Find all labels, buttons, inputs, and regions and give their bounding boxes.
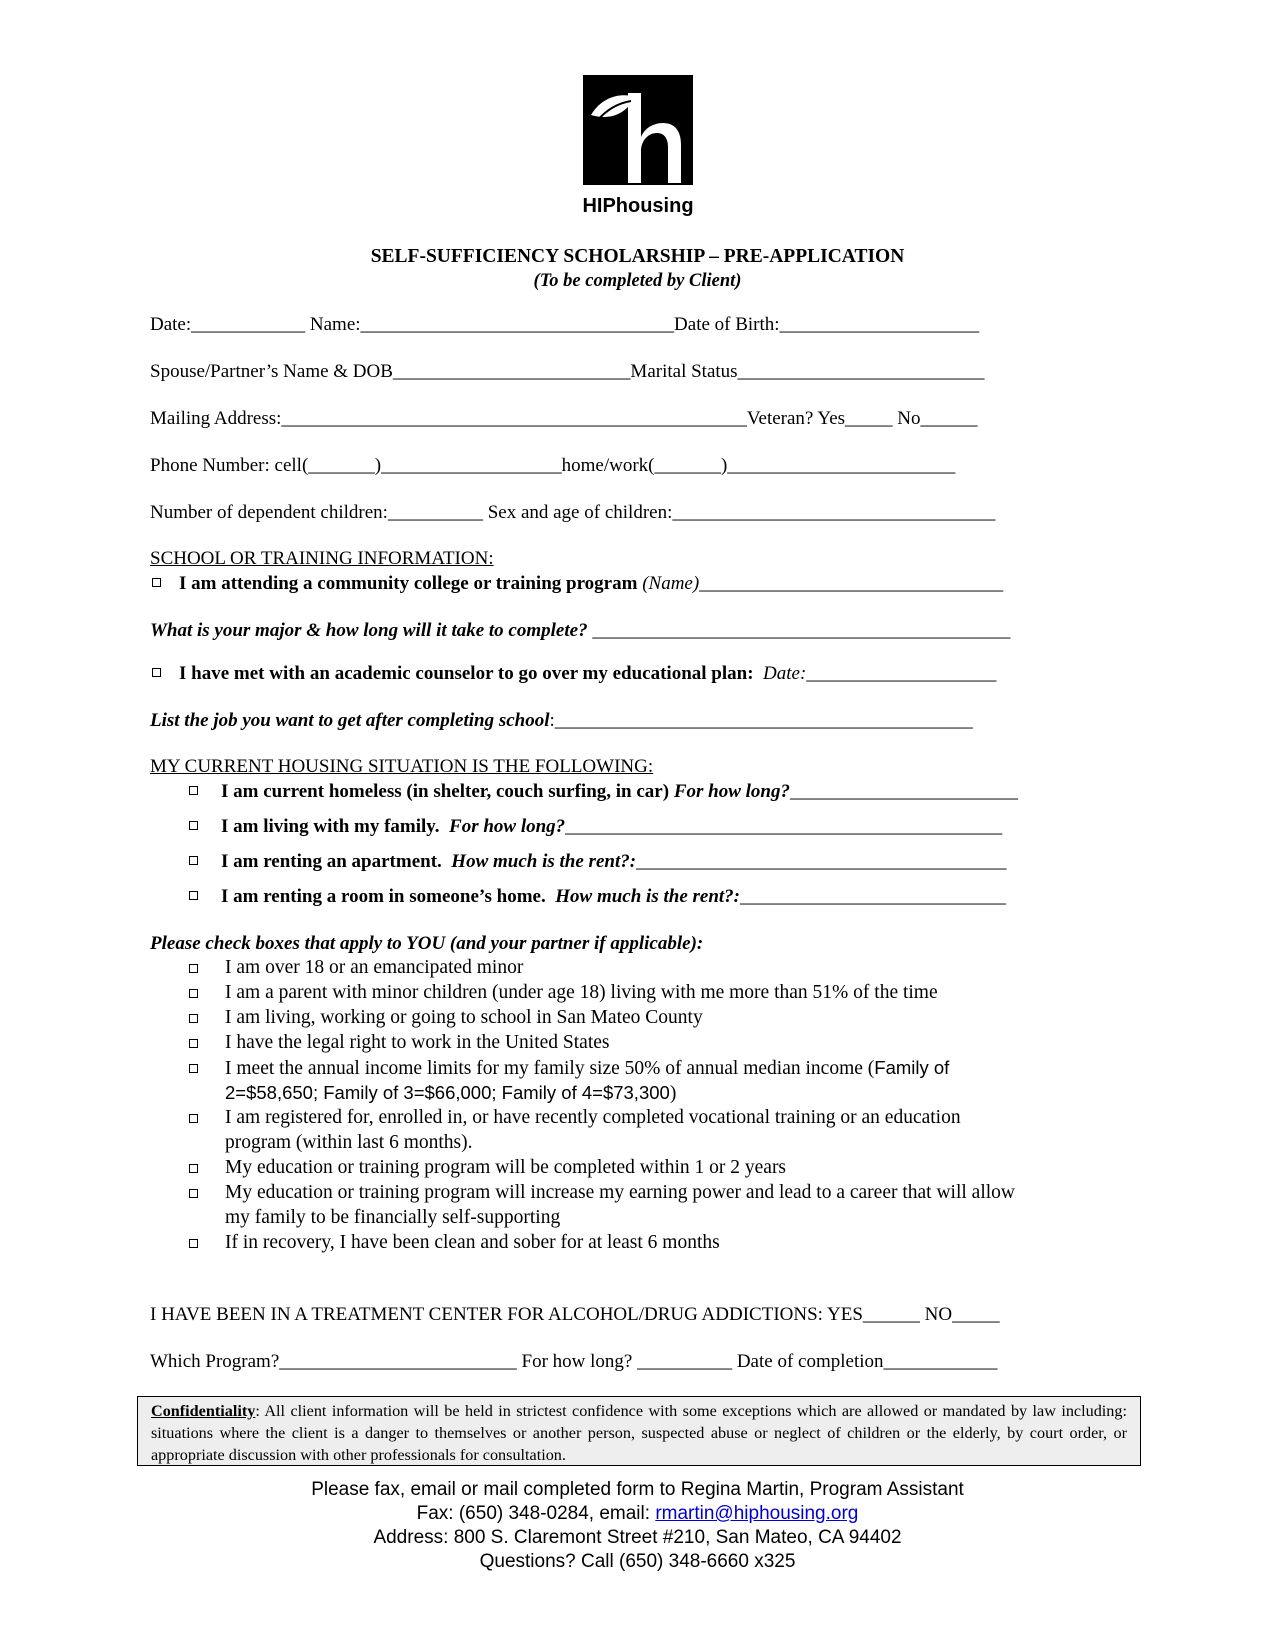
eligibility-item: My education or training program will increase my earning power and lead to a career that will allow <box>225 1182 1016 1203</box>
email-link[interactable]: rmartin@hiphousing.org <box>655 1503 859 1524</box>
footer-contact: Fax: (650) 348-0284, email: rmartin@hiphousing.org <box>416 1503 859 1524</box>
school-q4: List the job you want to get after completing school:____________________________________________ <box>150 710 973 731</box>
eligibility-income-detail: 2=$58,650; Family of 3=$66,000; Family of 4=$73,300) <box>225 1082 677 1104</box>
personal-info-line-5[interactable]: Number of dependent children:__________ Sex and age of children:__________________________________ <box>150 502 996 523</box>
eligibility-item: I am over 18 or an emancipated minor <box>225 957 524 978</box>
logo-text: HIPhousing <box>582 195 694 217</box>
personal-info-line-3[interactable]: Mailing Address:_________________________________________________Veteran? Yes_____ No______ <box>150 408 978 429</box>
checkbox[interactable] <box>189 786 198 795</box>
school-q1: I am attending a community college or training program (Name)________________________________ <box>150 572 1150 596</box>
housing-heading: MY CURRENT HOUSING SITUATION IS THE FOLLOWING: <box>150 756 654 777</box>
treatment-line-1[interactable]: I HAVE BEEN IN A TREATMENT CENTER FOR ALCOHOL/DRUG ADDICTIONS: YES______ NO_____ <box>150 1304 1000 1325</box>
checkbox[interactable] <box>189 989 198 998</box>
footer-instructions: Please fax, email or mail completed form to Regina Martin, Program Assistant <box>311 1479 964 1500</box>
form-title: SELF-SUFFICIENCY SCHOLARSHIP – PRE-APPLICATION <box>370 246 905 267</box>
form-subtitle: (To be completed by Client) <box>533 271 742 291</box>
checkbox[interactable] <box>152 578 161 587</box>
housing-item: I am renting a room in someone’s home. How much is the rent?:____________________________ <box>189 885 1189 909</box>
checkbox[interactable] <box>189 1064 198 1073</box>
eligibility-item: I am registered for, enrolled in, or have recently completed vocational training or an education <box>225 1107 961 1128</box>
eligibility-item: I have the legal right to work in the United States <box>225 1032 610 1053</box>
treatment-line-2[interactable]: Which Program?_________________________ For how long? __________ Date of completion____________ <box>150 1351 998 1372</box>
eligibility-heading: Please check boxes that apply to YOU (and your partner if applicable): <box>150 933 704 954</box>
confidentiality-notice: Confidentiality: All client information will be held in strictest confidence with some exceptions which are allowed or mandated by law including: situations where the client is a danger to themselves or another person, suspected abuse or neglect of children or the elderly, by court order, or appropriate discussion with other professionals for consultation. <box>137 1396 1141 1466</box>
checkbox[interactable] <box>189 856 198 865</box>
checkbox[interactable] <box>189 1239 198 1248</box>
eligibility-item-cont: my family to be financially self-supporting <box>225 1207 561 1228</box>
checkbox[interactable] <box>189 1014 198 1023</box>
school-q3: I have met with an academic counselor to go over my educational plan: Date:____________________ <box>150 662 1150 686</box>
checkbox[interactable] <box>189 1114 198 1123</box>
personal-info-line-1[interactable]: Date:____________ Name:_________________________________Date of Birth:_____________________ <box>150 314 980 335</box>
eligibility-item-cont: program (within last 6 months). <box>225 1132 473 1153</box>
housing-item: I am renting an apartment. How much is the rent?:_______________________________________ <box>189 850 1189 874</box>
checkbox[interactable] <box>189 821 198 830</box>
hiphousing-logo-icon <box>583 75 693 185</box>
checkbox[interactable] <box>189 891 198 900</box>
personal-info-line-4[interactable]: Phone Number: cell(_______)___________________home/work(_______)________________________ <box>150 455 956 476</box>
checkbox[interactable] <box>152 668 161 677</box>
eligibility-list <box>0 955 1275 1255</box>
eligibility-item: My education or training program will be completed within 1 or 2 years <box>225 1157 787 1178</box>
housing-item: I am current homeless (in shelter, couch surfing, in car) For how long?________________________ <box>189 780 1189 804</box>
personal-info-line-2[interactable]: Spouse/Partner’s Name & DOB_________________________Marital Status__________________________ <box>150 361 985 382</box>
school-heading: SCHOOL OR TRAINING INFORMATION: <box>150 548 494 569</box>
eligibility-item: I am living, working or going to school in San Mateo County <box>225 1007 703 1028</box>
checkbox[interactable] <box>189 1164 198 1173</box>
checkbox[interactable] <box>189 1189 198 1198</box>
eligibility-item: I am a parent with minor children (under age 18) living with me more than 51% of the time <box>225 982 938 1003</box>
checkbox[interactable] <box>189 964 198 973</box>
housing-item: I am living with my family. For how long?______________________________________________ <box>189 815 1189 839</box>
footer-address: Address: 800 S. Claremont Street #210, San Mateo, CA 94402 <box>373 1527 902 1548</box>
school-q2: What is your major & how long will it take to complete? ____________________________________________ <box>150 620 1011 641</box>
footer-questions: Questions? Call (650) 348-6660 x325 <box>479 1551 796 1572</box>
eligibility-item-income: I meet the annual income limits for my family size 50% of annual median income (Family of <box>225 1057 950 1079</box>
eligibility-item: If in recovery, I have been clean and sober for at least 6 months <box>225 1232 720 1253</box>
checkbox[interactable] <box>189 1039 198 1048</box>
